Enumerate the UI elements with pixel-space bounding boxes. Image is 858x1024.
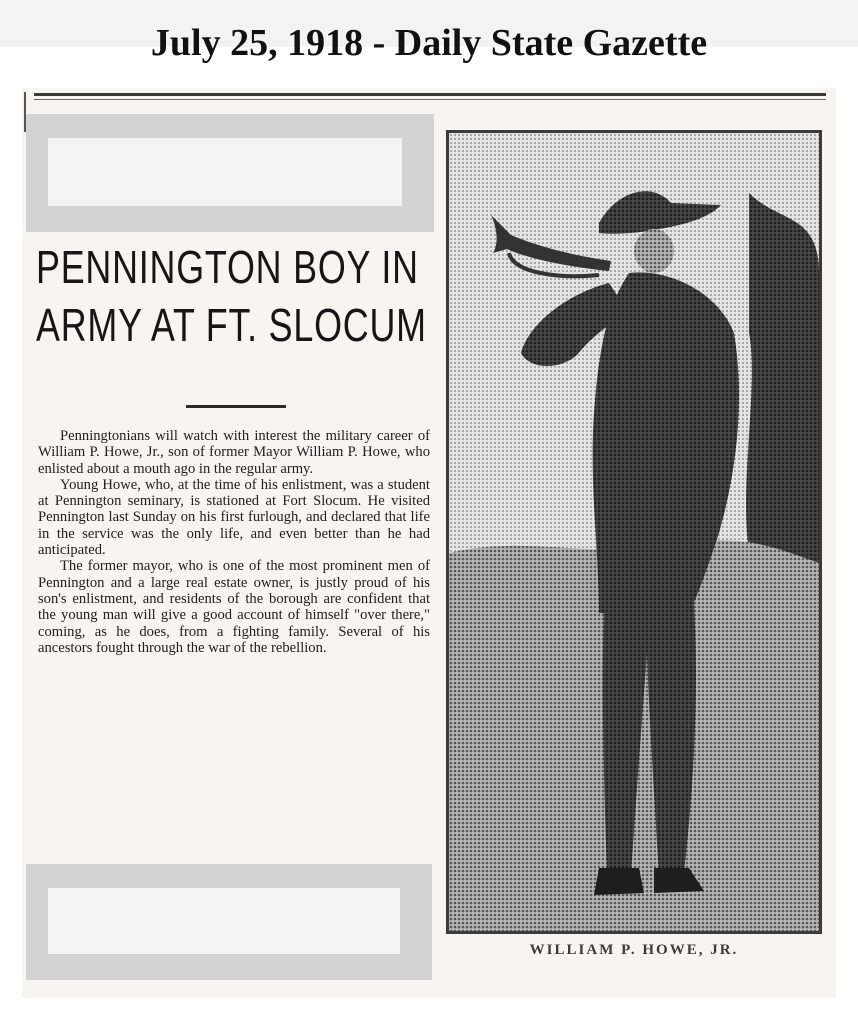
headline-divider	[186, 405, 286, 408]
article-paragraph-3: The former mayor, who is one of the most prominent men of Pennington and a large real estate owner, is justly proud of his son's enlistment, and residents of the borough are confident that the young man will give a good account of himself "over there," coming, as he does, from a fighting family. Several of his ancestors fought through the war of the rebellion.	[38, 558, 430, 656]
redacted-block-top-inner	[48, 138, 402, 206]
soldier-photo	[446, 130, 822, 934]
top-rule-thin	[34, 99, 826, 100]
article-paragraph-1: Penningtonians will watch with interest the military career of William P. Howe, Jr., son of former Mayor William P. Howe, who enlisted about a mouth ago in the regular army.	[38, 428, 430, 477]
article-body	[38, 428, 430, 656]
headline	[36, 238, 427, 354]
top-rule	[34, 93, 826, 96]
redacted-block-top	[26, 114, 434, 232]
headline-line-1: PENNINGTON BOY IN	[36, 241, 419, 293]
bugler-illustration	[449, 133, 819, 931]
redacted-block-bottom-inner	[48, 888, 400, 954]
page-title: July 25, 1918 - Daily State Gazette	[150, 22, 708, 64]
redacted-block-bottom	[26, 864, 432, 980]
photo-caption: WILLIAM P. HOWE, JR.	[529, 942, 739, 958]
article-paragraph-2: Young Howe, who, at the time of his enlistment, was a student at Pennington seminary, is stationed at Fort Slocum. He visited Pennington last Sunday on his first furlough, and declared that life in the service was the only life, and even better than he had anticipated.	[38, 476, 430, 559]
headline-line-2: ARMY AT FT. SLOCUM	[36, 299, 427, 351]
